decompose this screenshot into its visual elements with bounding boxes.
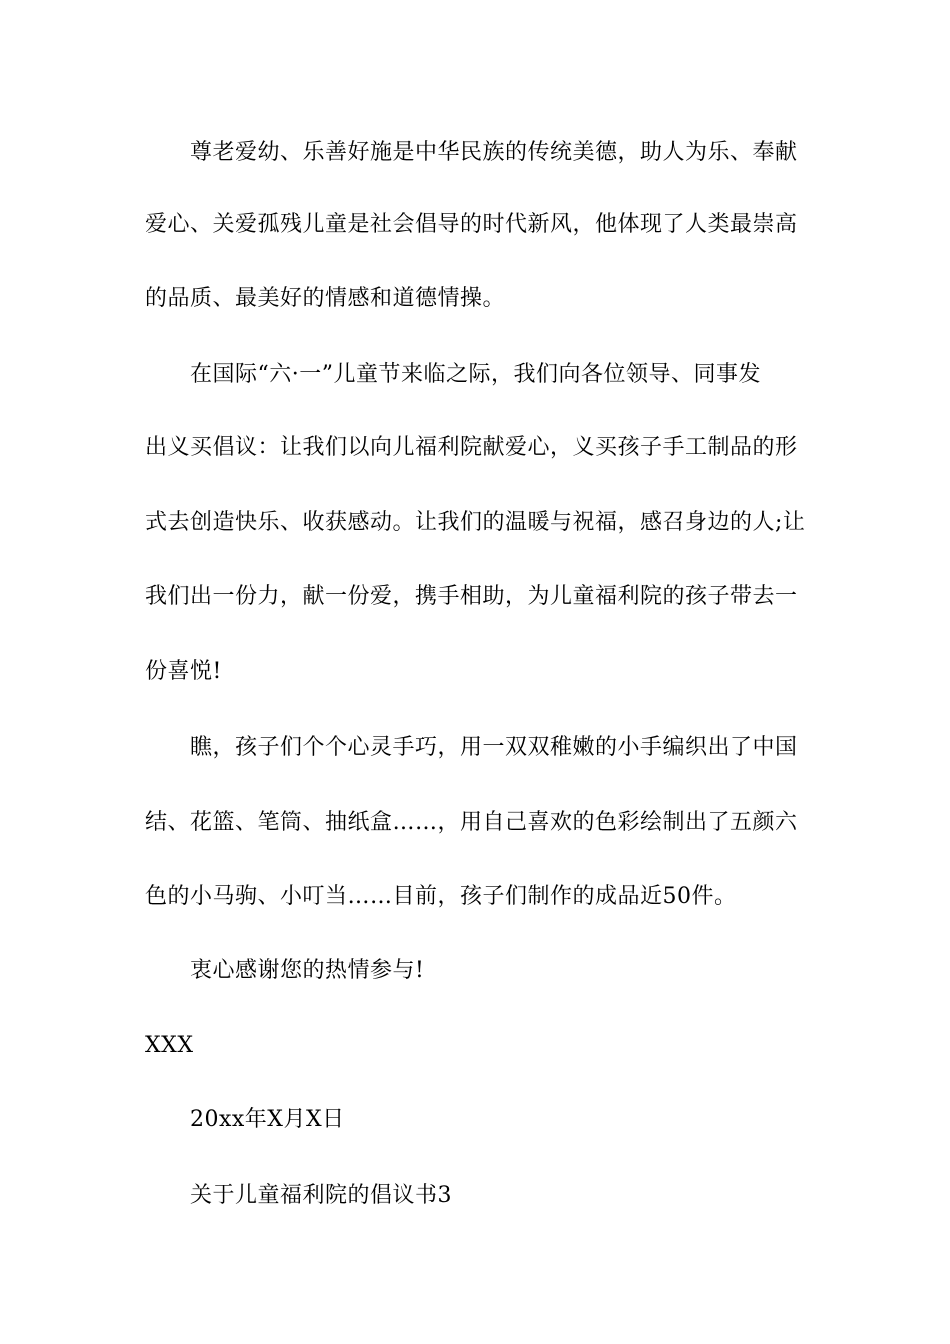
paragraph-1-line-3: 的品质、最美好的情感和道德情操。 [145, 286, 506, 311]
thanks-line: 衷心感谢您的热情参与! [190, 958, 425, 983]
paragraph-3-line-1: 瞧，孩子们个个心灵手巧，用一双双稚嫩的小手编织出了中国 [190, 735, 798, 760]
paragraph-2-line-4: 我们出一份力，献一份爱，携手相助，为儿童福利院的孩子带去一 [145, 584, 798, 609]
next-document-title: 关于儿童福利院的倡议书3 [190, 1183, 452, 1208]
paragraph-2-line-5: 份喜悦! [145, 659, 222, 684]
paragraph-3-line-2: 结、花篮、笔筒、抽纸盒……，用自己喜欢的色彩绘制出了五颜六 [145, 810, 798, 835]
paragraph-2-line-1: 在国际“六·一”儿童节来临之际，我们向各位领导、同事发 [190, 362, 761, 387]
date-line: 20xx年X月X日 [190, 1107, 345, 1132]
paragraph-1-line-2: 爱心、关爱孤残儿童是社会倡导的时代新风，他体现了人类最崇高 [145, 212, 798, 237]
paragraph-3-line-3: 色的小马驹、小叮当……目前，孩子们制作的成品近50件。 [145, 884, 737, 909]
paragraph-2-line-3: 式去创造快乐、收获感动。让我们的温暖与祝福，感召身边的人;让 [145, 510, 806, 535]
paragraph-2-line-2: 出义买倡议：让我们以向儿福利院献爱心，义买孩子手工制品的形 [145, 435, 798, 460]
paragraph-1-line-1: 尊老爱幼、乐善好施是中华民族的传统美德，助人为乐、奉献 [190, 140, 798, 165]
signature: XXX [145, 1033, 194, 1058]
